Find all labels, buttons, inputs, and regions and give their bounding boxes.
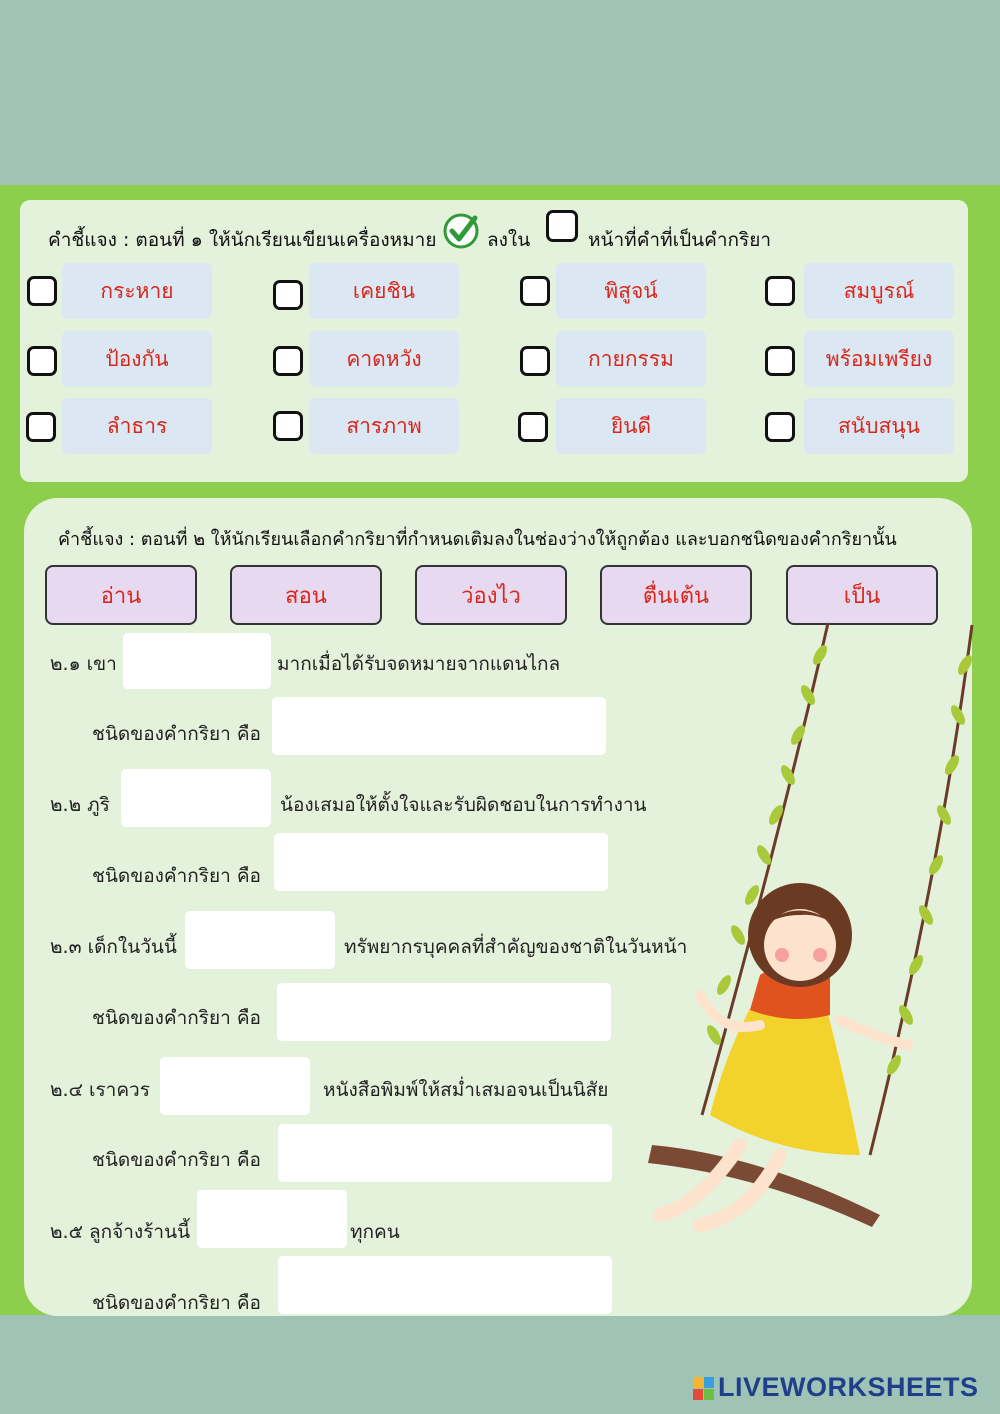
word-checkbox[interactable] <box>518 412 548 442</box>
word-item: สารภาพ <box>309 398 459 454</box>
word-item: กระหาย <box>62 263 212 319</box>
option-word[interactable]: ว่องไว <box>415 565 567 625</box>
word-checkbox[interactable] <box>26 412 56 442</box>
answer-blank[interactable] <box>197 1190 347 1248</box>
word-checkbox[interactable] <box>765 276 795 306</box>
verb-type-label: ชนิดของคำกริยา คือ <box>92 1149 261 1171</box>
word-checkbox[interactable] <box>27 346 57 376</box>
answer-blank[interactable] <box>185 911 335 969</box>
verb-type-blank[interactable] <box>277 983 611 1041</box>
part1-instruction-right: หน้าที่คำที่เป็นคำกริยา <box>588 229 772 251</box>
part2-instruction: คำชี้แจง : ตอนที่ ๒ ให้นักเรียนเลือกคำกริยาที่กำหนดเติมลงในช่องว่างให้ถูกต้อง และบอกชนิดของคำกริยานั้น <box>58 529 897 550</box>
word-checkbox[interactable] <box>520 346 550 376</box>
question-suffix: น้องเสมอให้ตั้งใจและรับผิดชอบในการทำงาน <box>280 794 647 816</box>
question-suffix: ทุกคน <box>350 1221 400 1243</box>
part1-instruction: คำชี้แจง : ตอนที่ ๑ ให้นักเรียนเขียนเครื่องหมาย <box>48 229 437 251</box>
verb-type-label: ชนิดของคำกริยา คือ <box>92 723 261 745</box>
girl-on-swing-illustration <box>640 615 980 1255</box>
word-item: พิสูจน์ <box>556 263 706 319</box>
question-suffix: หนังสือพิมพ์ให้สม่ำเสมอจนเป็นนิสัย <box>323 1079 609 1101</box>
word-item: กายกรรม <box>556 331 706 387</box>
option-word[interactable]: เป็น <box>786 565 938 625</box>
question-prefix: ๒.๕ ลูกจ้างร้านนี้ <box>50 1221 191 1243</box>
answer-blank[interactable] <box>160 1057 310 1115</box>
word-checkbox[interactable] <box>520 276 550 306</box>
verb-type-blank[interactable] <box>278 1256 612 1314</box>
verb-type-label: ชนิดของคำกริยา คือ <box>92 1292 261 1314</box>
word-checkbox[interactable] <box>273 411 303 441</box>
word-item: คาดหวัง <box>309 331 459 387</box>
option-word[interactable]: ตื่นเต้น <box>600 565 752 625</box>
option-word[interactable]: อ่าน <box>45 565 197 625</box>
verb-type-blank[interactable] <box>274 833 608 891</box>
word-item: เคยชิน <box>309 263 459 319</box>
question-suffix: ทรัพยากรบุคคลที่สำคัญของชาติในวันหน้า <box>344 936 688 958</box>
word-checkbox[interactable] <box>27 276 57 306</box>
answer-blank[interactable] <box>121 769 271 827</box>
liveworksheets-logo-icon <box>693 1377 715 1401</box>
question-prefix: ๒.๒ ภูริ <box>50 794 110 816</box>
verb-type-label: ชนิดของคำกริยา คือ <box>92 1007 261 1029</box>
check-circle-icon <box>442 210 482 250</box>
liveworksheets-logo-text[interactable]: LIVEWORKSHEETS <box>718 1372 979 1402</box>
word-item: พร้อมเพรียง <box>804 331 954 387</box>
word-checkbox[interactable] <box>273 280 303 310</box>
word-checkbox[interactable] <box>765 412 795 442</box>
word-item: ลำธาร <box>62 398 212 454</box>
answer-blank[interactable] <box>123 633 271 689</box>
verb-type-label: ชนิดของคำกริยา คือ <box>92 865 261 887</box>
option-word[interactable]: สอน <box>230 565 382 625</box>
part1-instruction-mid: ลงใน <box>487 229 531 251</box>
word-checkbox[interactable] <box>273 346 303 376</box>
word-item: สมบูรณ์ <box>804 263 954 319</box>
example-checkbox-icon <box>546 210 578 242</box>
word-item: ยินดี <box>556 398 706 454</box>
word-item: ป้องกัน <box>62 331 212 387</box>
word-checkbox[interactable] <box>765 346 795 376</box>
verb-type-blank[interactable] <box>278 1124 612 1182</box>
verb-type-blank[interactable] <box>272 697 606 755</box>
word-item: สนับสนุน <box>804 398 954 454</box>
question-suffix: มากเมื่อได้รับจดหมายจากแดนไกล <box>277 653 561 675</box>
question-prefix: ๒.๓ เด็กในวันนี้ <box>50 936 177 958</box>
question-prefix: ๒.๑ เขา <box>50 653 117 675</box>
question-prefix: ๒.๔ เราควร <box>50 1079 150 1101</box>
